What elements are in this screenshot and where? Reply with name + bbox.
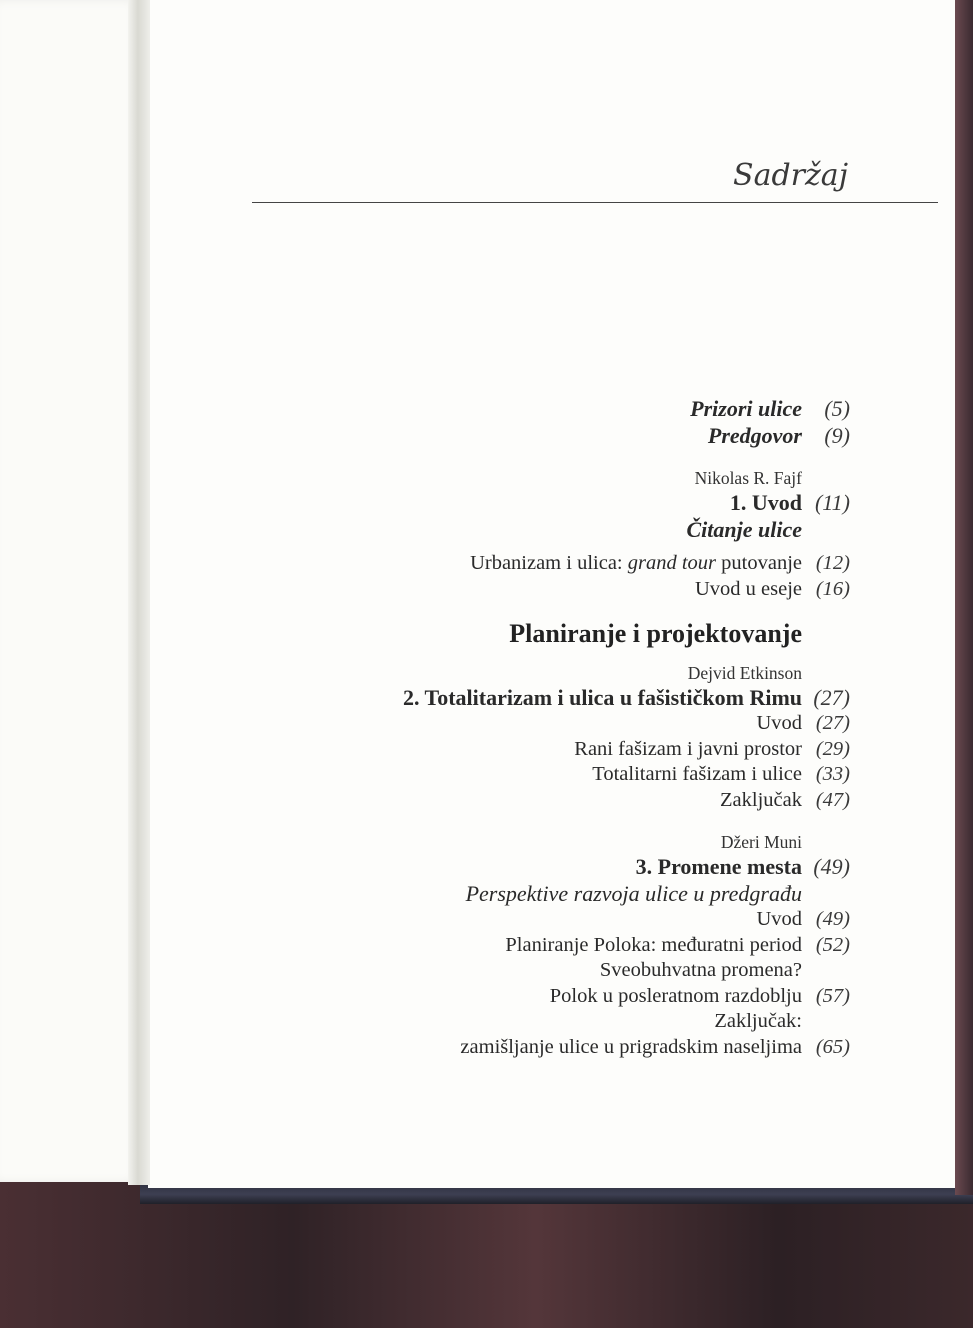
toc-entry-title: zamišljanje ulice u prigradskim naseljima [460,1035,802,1058]
toc-page-number: (52) [815,933,850,956]
toc-entry-title: Uvod [756,712,802,734]
toc-entry-title: Planiranje Poloka: međuratni period [505,933,802,956]
toc-entry [260,933,850,959]
toc-page-number: (27) [815,712,850,734]
toc-entry [260,958,850,984]
toc-page-number: (11) [814,490,850,515]
toc-page-number: (12) [815,552,850,574]
chapter-heading [260,853,850,880]
chapter-author: Dejvid Etkinson [687,663,802,683]
toc-entry-title: Zaključak: [714,1010,802,1032]
toc-entry [260,1009,850,1035]
page-gutter [128,0,150,1185]
toc-page-number: (5) [824,396,850,421]
toc-entry [260,907,850,933]
toc-page-number: (33) [815,763,850,785]
book-cover-edge [955,0,973,1195]
page-title: Sadržaj [733,158,848,193]
chapter-heading [260,489,850,516]
toc-entry-title: Sveobuhvatna promena? [599,959,802,981]
toc-entry-title: Uvod [756,908,802,930]
toc-page-number: (16) [815,577,850,600]
toc-page-number: (9) [824,423,850,448]
toc-entry [260,788,850,814]
chapter-heading [260,684,850,711]
chapter-author: Džeri Muni [720,832,802,852]
toc-entry-title: Totalitarni fašizam i ulice [592,763,802,785]
chapter-author: Nikolas R. Fajf [694,468,802,488]
toc-entry [260,762,850,788]
toc-entry [260,551,850,577]
toc-entry-title: Urbanizam i ulica: grand tour putovanje [470,552,802,574]
toc-page-number: (27) [813,685,850,710]
chapter-title: 2. Totalitarizam i ulica u fašističkom Rimu [402,685,802,710]
chapter-subtitle: Perspektive razvoja ulice u predgrađu [465,881,802,906]
chapter-subtitle: Čitanje ulice [686,517,802,542]
toc-entry-title: Prizori ulice [690,396,802,421]
toc-entry-title: Polok u posleratnom razdoblju [549,984,802,1007]
toc-entry [260,711,850,737]
table-of-contents [260,395,850,1060]
toc-entry [260,422,850,449]
toc-entry [260,395,850,422]
toc-entry-title: Uvod u eseje [694,577,802,600]
chapter-title: 1. Uvod [729,490,802,515]
toc-entry [260,984,850,1010]
toc-page-number: (49) [815,908,850,930]
left-page [0,0,140,1182]
toc-page-number: (47) [815,788,850,811]
toc-page-number: (65) [815,1035,850,1058]
toc-entry-title: Zaključak [720,788,802,811]
toc-entry [260,737,850,763]
toc-page-number: (49) [813,854,850,879]
title-rule [252,202,938,203]
toc-entry [260,1035,850,1061]
toc-entry-title: Predgovor [707,423,802,448]
toc-page-number: (29) [815,737,850,760]
toc-page-number: (57) [815,984,850,1007]
toc-entry [260,577,850,603]
section-heading: Planiranje i projektovanje [509,619,802,648]
chapter-title: 3. Promene mesta [635,854,802,879]
toc-entry-title: Rani fašizam i javni prostor [574,737,802,760]
